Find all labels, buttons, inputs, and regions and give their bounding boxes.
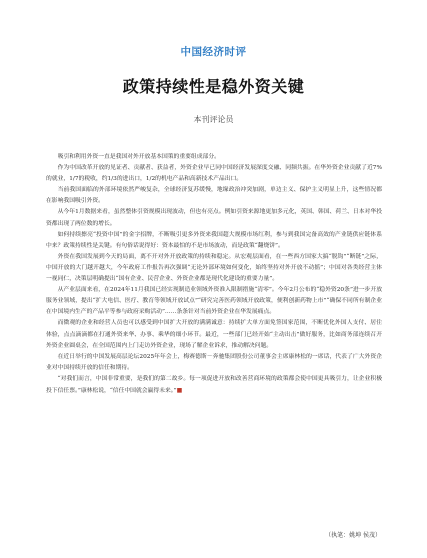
article-title: 政策持续性是稳外资关键 (122, 77, 305, 96)
paragraph: 而微观的企业和经营人员也可以感受到中国扩大开放的满满诚意：持续扩大单方面免签国家范围，不断优化外国人支付、居住体验，点点滴滴都在打通外资来华、办事、乘华的细小环节。最近，一些部门已经开始“主动出击”做好服务，比如商务部连续召开外资企业圆桌会，在全国范围内上门走访外资企业，现场了解企业诉求，推动解决问题。 (46, 320, 382, 349)
editor-note: （执笔：姚坤 侯茂） (325, 532, 381, 539)
end-mark-icon: ■ (176, 386, 183, 394)
paragraph: 外资在我国发展到今天的局面，离不开对外开放政策的持续和稳定。从宏观层面看，在一些西方国家大搞“脱钩”“断链”之际，中国开放的大门越开越大，今年政府工作报告再次强调“无论外部环境如何变化，始终坚持对外开放不动摇”；中国对各类经营主体一视同仁，决策层明确提出“国有企业、民营企业、外资企业都是现代化建设的重要力量”。 (46, 253, 382, 283)
article-body (46, 152, 382, 397)
paragraph: 从产业层面来看，在2024年11月我国已经实现制造业领域外资准入限制措施“清零”。今年2月公布的“稳外资20条”进一步开放服务业领域，提出“扩大电信、医疗、教育等领域开放试点”“研究完善医药领域开放政策，便利创新药物上市”“确保不同所有制企业在中国境内生产的产品平等参与政府采购活动”……条条针对当前外资企业在华发展痛点。 (46, 287, 382, 316)
paragraph: 吸引和利用外资一直是我国对外开放基本国策的重要组成部分。 (57, 154, 220, 160)
paragraph: 作为中国改革开放的见证者、贡献者、获益者，外资企业早已同中国经济发展深度交融、同频共振。在华外资企业贡献了近7%的就业，1/7的税收，约1/3的进出口，1/2的机电产品和高新技术产品出口。 (46, 165, 382, 183)
paragraph: 当前我国面临的外部环境依然严峻复杂，全球经济复苏缓慢，地缘政治冲突加剧，单边主义、保护主义明显上升，这些情况都在影响我国吸引外资。 (46, 187, 382, 205)
paragraph-last (46, 374, 382, 397)
paragraph-text: “对我们而言，中国非常重要，是我们的第二故乡。每一项促进开放和改善营商环境的政策都会使中国更具吸引力，让企业积极投下信任票。”康林松说，“信任中国就会赢得未来。” (46, 375, 382, 394)
paragraph: 从今年1月数据来看，虽然整体引资规模出现波动，但也有亮点。例如引资来源地更加多元化，英国、韩国、荷兰、日本对华投资都出现了两位数的增长。 (46, 209, 382, 227)
column-kicker: 中国经济时评 (180, 46, 247, 58)
paragraph: 如何持续擦亮“投资中国”的金字招牌，不断吸引更多外资来我国超大规模市场红利，参与到我国完备高效的产业链供应链体系中来？政策持续性是关键。有句俗话说得好：资本最怕的不是市场波动，而是政策“翻烧饼”。 (46, 231, 382, 249)
article-byline: 本刊评论员 (193, 115, 234, 124)
paragraph: 在近日举行的中国发展高层论坛2025年年会上，梅赛德斯－奔驰集团股份公司董事会主席康林松的一席话，代表了广大外资企业对中国持续开放的信任和期待。 (46, 353, 382, 371)
